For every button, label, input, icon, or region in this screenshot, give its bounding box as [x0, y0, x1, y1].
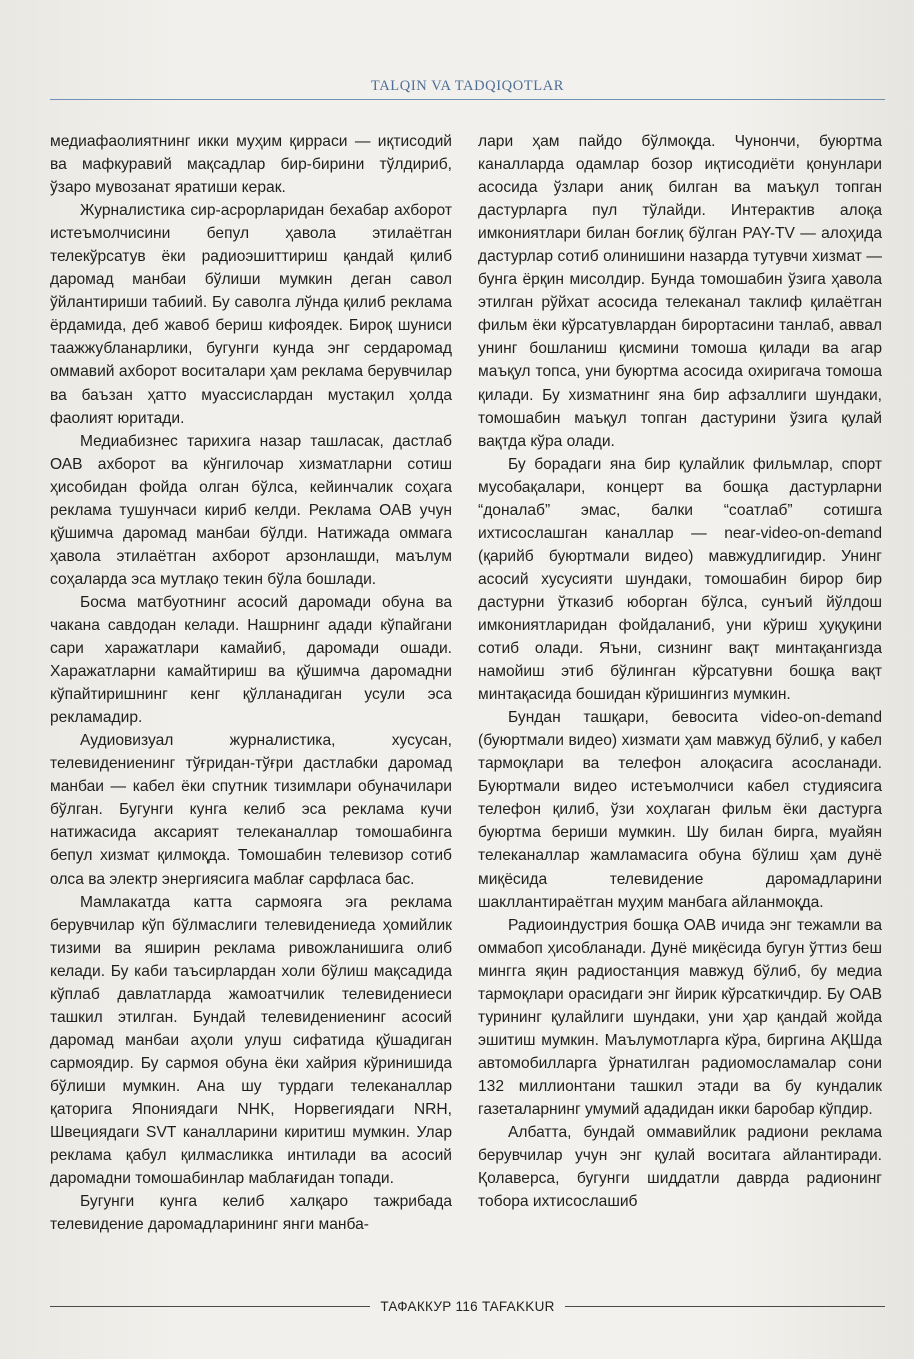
- paragraph: Журналистика сир-асрорларидан бехабар ахборот истеъмолчисини бепул ҳавола этилаётган телекўрсатув ёки радиоэшиттириш қандай қилиб даромад манбаи бўлиши мумкин деган савол ўйлантириши табиий. Бу саволга лўнда қилиб реклама ёрдамида, деб жавоб бериш кифоядек. Бироқ шуниси таажжубланарлики, бугунги кунда энг сердаромад оммавий ахборот воситалари ҳам реклама берувчилар ва баъзан ҳатто муассислардан мустақил ҳолда фаолият юритади.: [50, 202, 452, 427]
- paragraph: Мамлакатда катта сармояга эга реклама берувчилар кўп бўлмаслиги телевидениеда ҳомийлик тизими ва яширин реклама ривожланишига олиб келади. Бу каби таъсирлардан холи бўлиш мақсадида кўплаб давлатларда жамоатчилик телевидениеси ташкил этилган. Бундай телевидениенинг асосий даромад манбаи аҳоли улуш сифатида қўшадиган сармоядир. Бу сармоя обуна ёки хайрия кўринишида бўлиши мумкин. Ана шу турдаги телеканаллар қаторига Япониядаги NHK, Норвегиядаги NRH, Швециядаги SVT каналларини киритиш мумкин. Улар реклама қабул қилмасликка интилади ва асосий даромадни томошабинлар маблағидан топади.: [50, 893, 452, 1188]
- paragraph: Аудиовизуал журналистика, хусусан, телевидениенинг тўғридан-тўғри дастлабки даромад манбаи — кабел ёки спутник тизимлари обуначилари бўлган. Бугунги кунга келиб эса реклама кучи натижасида аксарият телеканаллар томошабинга бепул хизмат қилмоқда. Томошабин телевизор сотиб олса ва электр энергиясига маблағ сарфласа бас.: [50, 732, 452, 888]
- header-rule: [50, 99, 885, 100]
- footer-rule-left: [50, 1306, 370, 1307]
- paragraph: Радиоиндустрия бошқа ОАВ ичида энг тежамли ва оммабоп ҳисобланади. Дунё миқёсида бугун ўттиз беш мингга яқин радиостанция мавжуд бўлиб, бу медиа тармоқлари орасидаги энг йирик кўрсаткичдир. Бу ОАВ турининг қулайлиги шундаки, уни ҳар қандай жойда эшитиш мумкин. Маълумотларга кўра, биргина АҚШда автомобилларга ўрнатилган радиомосламалар сони 132 миллионтани ташкил этади ва бу кундалик газеталарнинг умумий ададидан икки баробар кўпдир.: [478, 916, 882, 1118]
- paragraph: Бугунги кунга келиб халқаро тажрибада телевидение даромадларининг янги манба-: [50, 1193, 452, 1234]
- paragraph: Медиабизнес тарихига назар ташласак, дастлаб ОАВ ахборот ва кўнгилочар хизматларни сотиш ҳисобидан фойда олган бўлса, кейинчалик соҳага реклама тушунчаси кириб келди. Реклама ОАВ учун қўшимча даромад манбаи бўлди. Натижада оммага ҳавола этилаётган ахборот арзонлашди, маълум соҳаларда эса мутлақо текин бўла бошлади.: [50, 432, 452, 588]
- paragraph: Босма матбуотнинг асосий даромади обуна ва чакана савдодан келади. Нашрнинг адади кўпайгани сари харажатлари камайиб, даромади ошади. Харажатларни камайтириш ва қўшимча даромадни кўпайтиришнинг кенг қўлланадиган усули эса рекламадир.: [50, 593, 452, 727]
- right-column: [478, 130, 882, 1213]
- footer-rule-right: [565, 1306, 885, 1307]
- folio: ТАФАККУР 116 TAFAKKUR: [380, 1298, 555, 1314]
- running-head: TALQIN VA TADQIQOTLAR: [370, 78, 565, 94]
- paragraph: лари ҳам пайдо бўлмоқда. Чунончи, буюртма каналларда одамлар бозор иқтисодиёти қонунлари асосида ўзлари аниқ билган ва маъқул топган дастурларга пул тўлайди. Интерактив алоқа имкониятлари билан боғлиқ бўлган PAY-TV — алоҳида дастурлар сотиб олинишини назарда тутувчи хизмат — бунга ёрқин мисолдир. Бунда томошабин ўзига ҳавола этилган рўйхат асосида телеканал таклиф қилаётган фильм ёки кўрсатувлардан бирортасини танлаб, аввал унинг бошланиш қисмини томоша қилади ва агар маъқул топса, уни буюртма асосида охиригача томоша қилади. Бу хизматнинг яна бир афзаллиги шундаки, томошабин маъқул топган дастурини ўзига қулай вақтда кўра олади.: [478, 133, 882, 450]
- paragraph: медиафаолиятнинг икки муҳим қирраси — иқтисодий ва мафкуравий мақсадлар бир-бирини тўлдириб, ўзаро мувозанат яратиши керак.: [50, 133, 452, 197]
- paragraph: Албатта, бундай оммавийлик радиони реклама берувчилар учун энг қулай воситага айлантиради. Қолаверса, бугунги шиддатли даврда радионинг тобора ихтисослашиб: [478, 1124, 882, 1211]
- paragraph: Бу борадаги яна бир қулайлик фильмлар, спорт мусобақалари, концерт ва бошқа дастурларни “доналаб” эмас, балки “соатлаб” сотишга ихтисослашган каналлар — near-video-on-demand (қарийб буюртмали видео) мавжудлигидир. Унинг асосий хусусияти шундаки, томошабин бирор бир дастурни ўтказиб юборган бўлса, сунъий йўлдош имкониятларидан фойдаланиб, уни кўриш ҳуқуқини сотиб олади. Яъни, сизнинг вақт минтақангизда намойиш этиб бўлинган кўрсатувни бошқа вақт минтақасида бошидан кўришингиз мумкин.: [478, 455, 882, 704]
- left-column: [50, 130, 452, 1236]
- paragraph: Бундан ташқари, бевосита video-on-demand (буюртмали видео) хизмати ҳам мавжуд бўлиб, у кабел тармоқлари ва телефон алоқасига асосланади. Буюртмали видео истеъмолчиси кабел студиясига телефон қилиб, ўзи хоҳлаган фильм ёки дастурга буюртма бериши мумкин. Шу билан бирга, муайян телеканаллар жамламасига обуна бўлиш ҳам дунё миқёсида телевидение даромадларини шакллантираётган муҳим манбага айланмоқда.: [478, 709, 882, 911]
- page-footer: [50, 1296, 885, 1316]
